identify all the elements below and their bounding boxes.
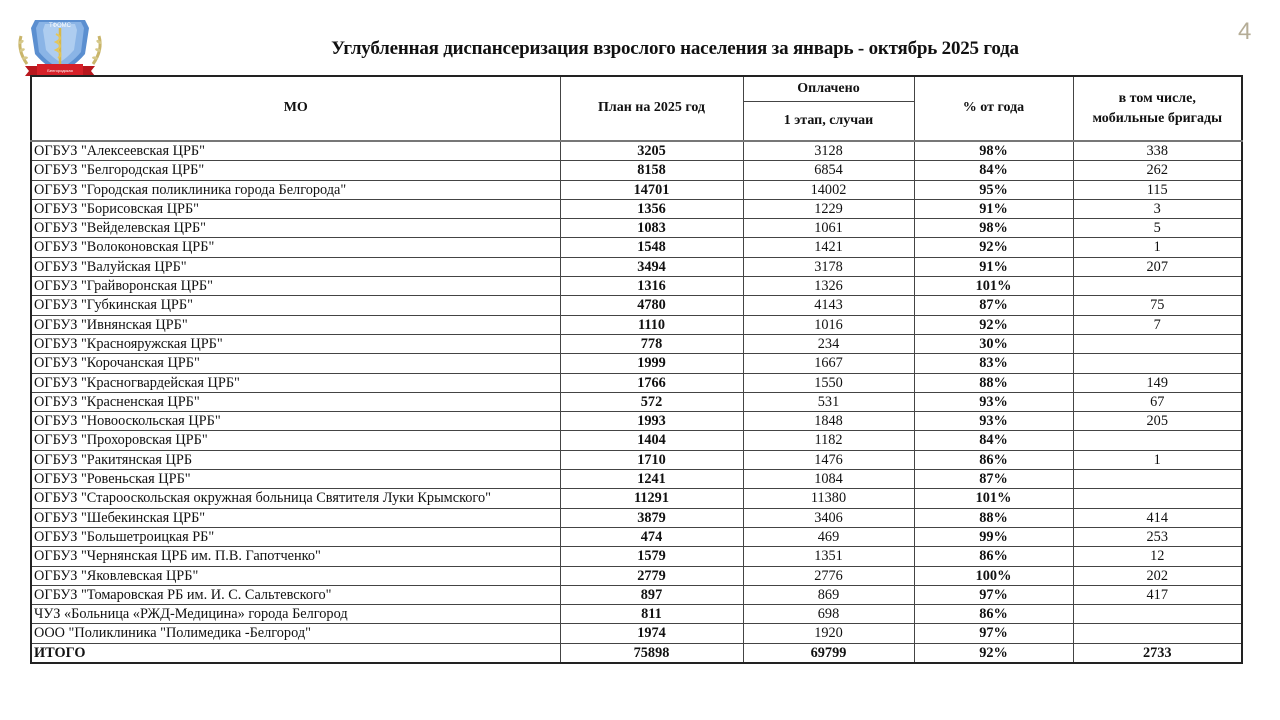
- cell-paid: 14002: [743, 180, 914, 199]
- cell-mobile-teams: 12: [1073, 547, 1242, 566]
- cell-mobile-teams: 338: [1073, 141, 1242, 161]
- table-row: [31, 412, 1242, 431]
- table-row: [31, 373, 1242, 392]
- cell-paid: 234: [743, 334, 914, 353]
- cell-mo: ОГБУЗ "Валуйская ЦРБ": [31, 257, 560, 276]
- cell-percent: 86%: [914, 547, 1073, 566]
- cell-percent: 84%: [914, 161, 1073, 180]
- cell-paid: 1667: [743, 354, 914, 373]
- total-cell-plan: 75898: [560, 643, 743, 663]
- screening-report-table: [30, 75, 1243, 664]
- table-row: [31, 141, 1242, 161]
- cell-mo: ОГБУЗ "Ивнянская ЦРБ": [31, 315, 560, 334]
- cell-mobile-teams: 414: [1073, 508, 1242, 527]
- cell-plan: 4780: [560, 296, 743, 315]
- cell-mo: ОГБУЗ "Борисовская ЦРБ": [31, 199, 560, 218]
- cell-percent: 92%: [914, 238, 1073, 257]
- cell-mobile-teams: [1073, 431, 1242, 450]
- cell-mobile-teams: [1073, 354, 1242, 373]
- cell-mobile-teams: 207: [1073, 257, 1242, 276]
- cell-plan: 1316: [560, 277, 743, 296]
- cell-plan: 8158: [560, 161, 743, 180]
- cell-mo: ОГБУЗ "Грайворонская ЦРБ": [31, 277, 560, 296]
- cell-mobile-teams: 115: [1073, 180, 1242, 199]
- cell-mobile-teams: 262: [1073, 161, 1242, 180]
- cell-mo: ОГБУЗ "Томаровская РБ им. И. С. Сальтевского": [31, 585, 560, 604]
- cell-mo: ОГБУЗ "Красненская ЦРБ": [31, 392, 560, 411]
- cell-plan: 11291: [560, 489, 743, 508]
- cell-paid: 531: [743, 392, 914, 411]
- cell-mo: ОГБУЗ "Городская поликлиника города Белгорода": [31, 180, 560, 199]
- cell-paid: 1182: [743, 431, 914, 450]
- cell-mobile-teams: [1073, 470, 1242, 489]
- cell-mo: ОГБУЗ "Краснояружская ЦРБ": [31, 334, 560, 353]
- total-cell-paid: 69799: [743, 643, 914, 663]
- header-paid-group: Оплачено: [743, 76, 914, 102]
- cell-mo: ОГБУЗ "Волоконовская ЦРБ": [31, 238, 560, 257]
- cell-mobile-teams: 149: [1073, 373, 1242, 392]
- cell-mo: ОГБУЗ "Чернянская ЦРБ им. П.В. Гапотченко": [31, 547, 560, 566]
- svg-text:ТФОМС: ТФОМС: [48, 23, 72, 29]
- cell-paid: 6854: [743, 161, 914, 180]
- table-row: [31, 238, 1242, 257]
- cell-mo: ЧУЗ «Больница «РЖД-Медицина» города Белгород: [31, 605, 560, 624]
- cell-mo: ОГБУЗ "Белгородская ЦРБ": [31, 161, 560, 180]
- cell-percent: 84%: [914, 431, 1073, 450]
- page-number: 4: [1238, 18, 1252, 45]
- cell-paid: 469: [743, 527, 914, 546]
- cell-percent: 97%: [914, 585, 1073, 604]
- table-row: [31, 450, 1242, 469]
- cell-percent: 93%: [914, 392, 1073, 411]
- table-row: [31, 161, 1242, 180]
- cell-percent: 101%: [914, 489, 1073, 508]
- total-row: [31, 643, 1242, 663]
- header-mo: МО: [31, 76, 560, 141]
- cell-percent: 100%: [914, 566, 1073, 585]
- cell-percent: 87%: [914, 470, 1073, 489]
- total-cell-mobile-teams: 2733: [1073, 643, 1242, 663]
- table-row: [31, 315, 1242, 334]
- cell-plan: 1404: [560, 431, 743, 450]
- cell-mo: ОГБУЗ "Вейделевская ЦРБ": [31, 219, 560, 238]
- cell-paid: 1476: [743, 450, 914, 469]
- cell-paid: 1848: [743, 412, 914, 431]
- cell-plan: 1974: [560, 624, 743, 643]
- cell-mo: ОГБУЗ "Алексеевская ЦРБ": [31, 141, 560, 161]
- cell-mobile-teams: 205: [1073, 412, 1242, 431]
- cell-mo: ОГБУЗ "Шебекинская ЦРБ": [31, 508, 560, 527]
- cell-paid: 1084: [743, 470, 914, 489]
- cell-plan: 3494: [560, 257, 743, 276]
- cell-paid: 1229: [743, 199, 914, 218]
- cell-plan: 1356: [560, 199, 743, 218]
- cell-mo: ОГБУЗ "Губкинская ЦРБ": [31, 296, 560, 315]
- cell-paid: 1920: [743, 624, 914, 643]
- table-row: [31, 257, 1242, 276]
- table-row: [31, 585, 1242, 604]
- cell-percent: 88%: [914, 373, 1073, 392]
- table-row: [31, 566, 1242, 585]
- cell-plan: 1110: [560, 315, 743, 334]
- table-row: [31, 527, 1242, 546]
- table-row: [31, 354, 1242, 373]
- cell-paid: 3406: [743, 508, 914, 527]
- cell-mobile-teams: 3: [1073, 199, 1242, 218]
- cell-plan: 3205: [560, 141, 743, 161]
- header-mobile-teams: [1073, 76, 1242, 141]
- cell-paid: 2776: [743, 566, 914, 585]
- cell-percent: 99%: [914, 527, 1073, 546]
- header-plan: План на 2025 год: [560, 76, 743, 141]
- cell-mobile-teams: [1073, 489, 1242, 508]
- cell-percent: 88%: [914, 508, 1073, 527]
- table-row: [31, 219, 1242, 238]
- cell-percent: 93%: [914, 412, 1073, 431]
- cell-mobile-teams: 67: [1073, 392, 1242, 411]
- header-mobile-line2: мобильные бригады: [1092, 110, 1223, 126]
- cell-plan: 1710: [560, 450, 743, 469]
- cell-plan: 2779: [560, 566, 743, 585]
- cell-mobile-teams: [1073, 277, 1242, 296]
- cell-paid: 1550: [743, 373, 914, 392]
- cell-mobile-teams: 1: [1073, 238, 1242, 257]
- total-cell-percent: 92%: [914, 643, 1073, 663]
- svg-text:Белгородская: Белгородская: [47, 68, 73, 73]
- cell-paid: 11380: [743, 489, 914, 508]
- cell-percent: 98%: [914, 219, 1073, 238]
- cell-paid: 3128: [743, 141, 914, 161]
- cell-paid: 1421: [743, 238, 914, 257]
- table-body: [31, 141, 1242, 663]
- cell-paid: 698: [743, 605, 914, 624]
- table-row: [31, 547, 1242, 566]
- cell-plan: 14701: [560, 180, 743, 199]
- header-percent: % от года: [914, 76, 1073, 141]
- cell-percent: 95%: [914, 180, 1073, 199]
- table-row: [31, 180, 1242, 199]
- cell-plan: 811: [560, 605, 743, 624]
- cell-mo: ОГБУЗ "Новооскольская ЦРБ": [31, 412, 560, 431]
- cell-paid: 4143: [743, 296, 914, 315]
- cell-percent: 92%: [914, 315, 1073, 334]
- cell-plan: 1766: [560, 373, 743, 392]
- cell-plan: 1548: [560, 238, 743, 257]
- cell-mo: ОГБУЗ "Красногвардейская ЦРБ": [31, 373, 560, 392]
- cell-paid: 869: [743, 585, 914, 604]
- cell-plan: 1993: [560, 412, 743, 431]
- cell-mo: ОГБУЗ "Большетроицкая РБ": [31, 527, 560, 546]
- cell-mobile-teams: 417: [1073, 585, 1242, 604]
- cell-percent: 83%: [914, 354, 1073, 373]
- cell-plan: 1083: [560, 219, 743, 238]
- table-row: [31, 431, 1242, 450]
- table-row: [31, 624, 1242, 643]
- cell-mobile-teams: 75: [1073, 296, 1242, 315]
- cell-mo: ОГБУЗ "Корочанская ЦРБ": [31, 354, 560, 373]
- cell-plan: 3879: [560, 508, 743, 527]
- table-row: [31, 199, 1242, 218]
- cell-mobile-teams: [1073, 605, 1242, 624]
- cell-paid: 3178: [743, 257, 914, 276]
- cell-plan: 1579: [560, 547, 743, 566]
- total-cell-mo: ИТОГО: [31, 643, 560, 663]
- cell-percent: 86%: [914, 605, 1073, 624]
- table-row: [31, 508, 1242, 527]
- header-paid-stage1: 1 этап, случаи: [743, 102, 914, 142]
- cell-plan: 1999: [560, 354, 743, 373]
- table-row: [31, 277, 1242, 296]
- table-row: [31, 296, 1242, 315]
- cell-mobile-teams: 202: [1073, 566, 1242, 585]
- cell-plan: 474: [560, 527, 743, 546]
- cell-percent: 91%: [914, 257, 1073, 276]
- cell-plan: 897: [560, 585, 743, 604]
- cell-percent: 87%: [914, 296, 1073, 315]
- cell-paid: 1016: [743, 315, 914, 334]
- header-mobile-line1: в том числе,: [1118, 90, 1196, 106]
- table-row: [31, 470, 1242, 489]
- cell-mo: ОГБУЗ "Ракитянская ЦРБ: [31, 450, 560, 469]
- cell-paid: 1326: [743, 277, 914, 296]
- cell-plan: 1241: [560, 470, 743, 489]
- cell-paid: 1351: [743, 547, 914, 566]
- table-row: [31, 392, 1242, 411]
- cell-mobile-teams: 7: [1073, 315, 1242, 334]
- cell-percent: 91%: [914, 199, 1073, 218]
- table-row: [31, 605, 1242, 624]
- cell-mo: ОГБУЗ "Ровеньская ЦРБ": [31, 470, 560, 489]
- cell-mobile-teams: 5: [1073, 219, 1242, 238]
- cell-plan: 572: [560, 392, 743, 411]
- cell-mo: ООО "Поликлиника "Полимедика -Белгород": [31, 624, 560, 643]
- cell-percent: 30%: [914, 334, 1073, 353]
- cell-mobile-teams: [1073, 624, 1242, 643]
- table-row: [31, 334, 1242, 353]
- cell-mobile-teams: 253: [1073, 527, 1242, 546]
- cell-mo: ОГБУЗ "Старооскольская окружная больница Святителя Луки Крымского": [31, 489, 560, 508]
- cell-mobile-teams: 1: [1073, 450, 1242, 469]
- cell-percent: 98%: [914, 141, 1073, 161]
- page-title: Углубленная диспансеризация взрослого населения за январь - октябрь 2025 года: [331, 38, 1019, 59]
- cell-percent: 97%: [914, 624, 1073, 643]
- cell-plan: 778: [560, 334, 743, 353]
- cell-percent: 86%: [914, 450, 1073, 469]
- cell-mo: ОГБУЗ "Прохоровская ЦРБ": [31, 431, 560, 450]
- cell-percent: 101%: [914, 277, 1073, 296]
- cell-paid: 1061: [743, 219, 914, 238]
- cell-mobile-teams: [1073, 334, 1242, 353]
- table-row: [31, 489, 1242, 508]
- cell-mo: ОГБУЗ "Яковлевская ЦРБ": [31, 566, 560, 585]
